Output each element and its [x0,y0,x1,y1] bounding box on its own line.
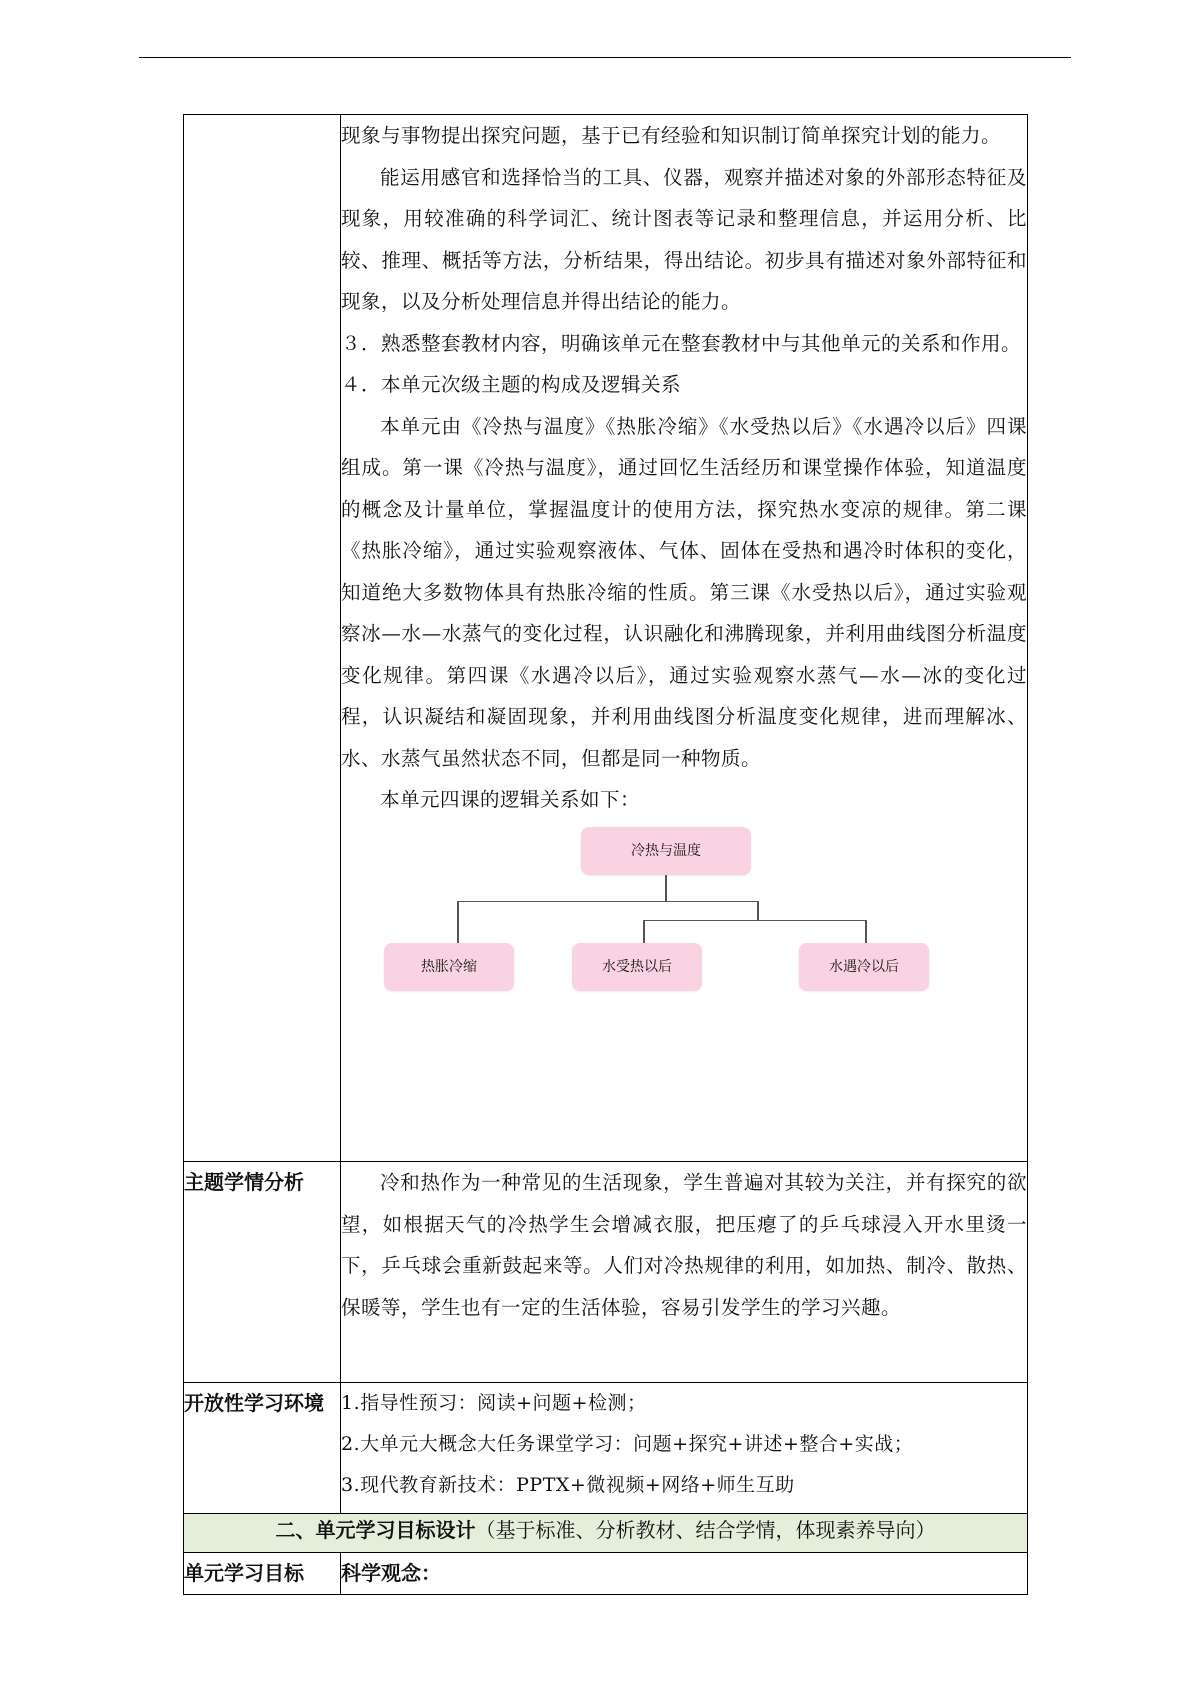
paragraph-item-4: ４．本单元次级主题的构成及逻辑关系 [341,373,682,396]
analysis-text: 冷和热作为一种常见的生活现象，学生普遍对其较为关注，并有探究的欲望，如根据天气的冷热学生会增减衣服，把压瘪了的乒乓球浸入开水里烫一下，乒乓球会重新鼓起来等。人们对冷热规律的利用，如加热、制冷、散热、保暖等，学生也有一定的生活体验，容易引发学生的学习兴趣。 [341,1171,1027,1319]
environment-cell [341,1383,1028,1514]
analysis-cell [341,1162,1028,1383]
diagram-node-water-cooled: 水遇冷以后 [799,943,929,991]
environment-row [184,1383,1028,1514]
goals-cell [341,1553,1028,1595]
goals-row [184,1553,1028,1595]
main-content-cell [341,115,1028,1162]
goals-label: 单元学习目标 [184,1553,341,1595]
diagram-root-node: 冷热与温度 [581,827,751,875]
paragraph-observation: 能运用感官和选择恰当的工具、仪器，观察并描述对象的外部形态特征及现象，用较准确的科学词汇、统计图表等记录和整理信息，并运用分析、比较、推理、概括等方法，分析结果，得出结论。初步具有描述对象外部特征和现象，以及分析处理信息并得出结论的能力。 [341,165,1027,313]
analysis-row [184,1162,1028,1383]
header-rule [139,57,1071,58]
paragraph-ability: 现象与事物提出探究问题，基于已有经验和知识制订简单探究计划的能力。 [341,124,1002,147]
analysis-label: 主题学情分析 [184,1162,341,1383]
section-header-row [184,1514,1028,1553]
paragraph-unit-summary: 本单元由《冷热与温度》《热胀冷缩》《水受热以后》《水遇冷以后》四课组成。第一课《冷热与温度》，通过回忆生活经历和课堂操作体验，知道温度的概念及计量单位，掌握温度计的使用方法，探究热水变凉的规律。第二课《热胀冷缩》，通过实验观察液体、气体、固体在受热和遇冷时体积的变化，知道绝大多数物体具有热胀冷缩的性质。第三课《水受热以后》，通过实验观察冰—水—水蒸气的变化过程，认识融化和沸腾现象，并利用曲线图分析温度变化规律。第四课《水遇冷以后》，通过实验观察水蒸气—水—冰的变化过程，认识凝结和凝固现象，并利用曲线图分析温度变化规律，进而理解冰、水、水蒸气虽然状态不同，但都是同一种物质。 [341,414,1027,770]
section-header [184,1514,1028,1553]
environment-label: 开放性学习环境 [184,1383,341,1514]
science-concept-heading: 科学观念： [341,1561,441,1585]
lesson-plan-table [183,114,1028,1595]
connector-mid-down [757,901,759,921]
content-row [184,115,1028,1162]
empty-label-cell [184,115,341,1162]
paragraph-logic-intro: 本单元四课的逻辑关系如下： [380,788,641,811]
diagram-node-expansion: 热胀冷缩 [384,943,514,991]
connector-root-down [665,875,667,901]
connector-sub-left-down [643,920,645,943]
connector-sub-horizontal [643,920,866,922]
environment-item-3: 3.现代教育新技术：PPTX+微视频+网络+师生互助 [341,1474,795,1496]
paragraph-item-3: ３．熟悉整套教材内容，明确该单元在整套教材中与其他单元的关系和作用。 [341,331,1022,355]
environment-item-1: 1.指导性预习：阅读+问题+检测； [341,1392,647,1414]
section-title: 二、单元学习目标设计 [275,1518,476,1542]
connector-main-horizontal [457,901,758,903]
connector-left-down [457,901,459,943]
section-subtitle: （基于标准、分析教材、结合学情，体现素养导向） [475,1518,936,1542]
diagram-node-water-heated: 水受热以后 [572,943,702,991]
environment-item-2: 2.大单元大概念大任务课堂学习：问题+探究+讲述+整合+实战； [341,1433,914,1455]
lesson-logic-diagram [341,827,1027,1017]
connector-sub-right-down [865,920,867,943]
